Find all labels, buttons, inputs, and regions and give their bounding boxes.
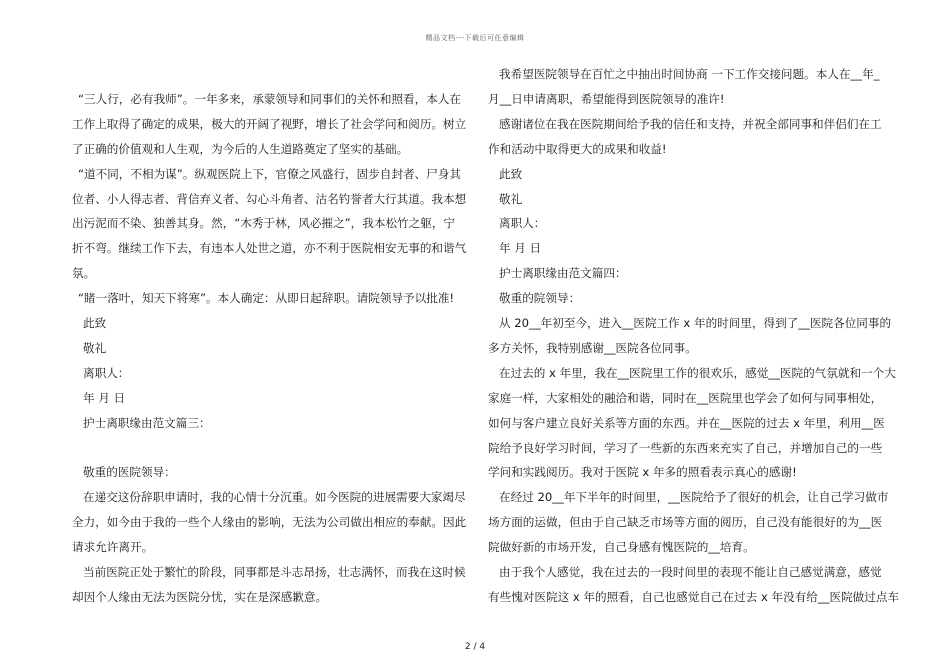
paragraph-line: 由于我个人感觉，我在过去的一段时间里的表现不能让自己感觉满意，感觉 bbox=[499, 565, 882, 579]
paragraph-line: 有些愧对医院这 x 年的照看，自己也感觉自己在过去 x 年没有给__医院做过点车 bbox=[488, 590, 900, 604]
page-number: 2 / 4 bbox=[464, 642, 486, 652]
paragraph-line: 全力，如今由于我的一些个人缘由的影响，无法为公司做出相应的奉献。因此 bbox=[72, 515, 467, 529]
paragraph-line: 感谢诸位在我在医院期间给予我的信任和支持，并祝全部同事和伴侣们在工 bbox=[499, 117, 882, 131]
section-heading: 护士离职缘由范文篇三： bbox=[83, 416, 211, 430]
paragraph-line: 当前医院正处于繁忙的阶段，同事都是斗志昂扬，壮志满怀，而我在这时候 bbox=[83, 565, 466, 579]
salutation-line: 敬重的医院领导： bbox=[83, 465, 176, 479]
paragraph-line: 了正确的价值观和人生观，为今后的人生道路奠定了坚实的基础。 bbox=[72, 142, 409, 156]
paragraph-line: 家庭一样，大家相处的融洽和谐，同时在__医院里也学会了如何与同事相处， bbox=[488, 391, 883, 405]
paragraph-line: “道不同，不相为谋”。纵观医院上下，官僚之风盛行，固步自封者、尸身其 bbox=[78, 167, 462, 181]
date-line: 年 月 日 bbox=[499, 241, 542, 255]
paragraph-line: 院做好新的市场开发，自己身感有愧医院的__培育。 bbox=[488, 540, 755, 554]
paragraph-line: 在过去的 x 年里，我在__医院里工作的很欢乐，感觉__医院的气氛就和一个大 bbox=[499, 366, 896, 380]
paragraph-line: “三人行，必有我师”。一年多来，承蒙领导和同事们的关怀和照看，本人在 bbox=[78, 92, 462, 106]
signature-line: 离职人： bbox=[83, 366, 130, 380]
paragraph-line: 请求允许离开。 bbox=[72, 540, 154, 554]
paragraph-line: 折不弯。继续工作下去，有违本人处世之道，亦不利于医院相安无事的和谐气 bbox=[72, 241, 467, 255]
paragraph-line: 场方面的运做，但由于自己缺乏市场等方面的阅历，自己没有能很好的为__医 bbox=[488, 515, 883, 529]
closing-line: 敬礼 bbox=[83, 341, 107, 355]
paragraph-line: “睹一落叶，知天下将寒”。本人确定：从即日起辞职。请院领导予以批准! bbox=[78, 291, 455, 305]
paragraph-line: 却因个人缘由无法为医院分忧，实在是深感歉意。 bbox=[72, 590, 328, 604]
paragraph-line: 月__日申请离职，希望能得到医院领导的准许! bbox=[488, 92, 725, 106]
paragraph-line: 在递交这份辞职申请时，我的心情十分沉重。如今医院的进展需要大家竭尽 bbox=[83, 490, 466, 504]
paragraph-line: 出污泥而不染、独善其身。然，“木秀于林，风必摧之”，我本松竹之躯，宁 bbox=[72, 216, 456, 230]
section-heading: 护士离职缘由范文篇四： bbox=[499, 266, 627, 280]
paragraph-line: 在经过 20__年下半年的时间里，__医院给予了很好的机会，让自己学习做市 bbox=[499, 490, 889, 504]
page-header: 精品文档---下载后可任意编辑 bbox=[425, 34, 525, 42]
salutation-line: 敬重的院领导： bbox=[499, 291, 581, 305]
paragraph-line: 从 20__年初至今，进入__医院工作 x 年的时间里，得到了__医院各位同事的 bbox=[499, 316, 892, 330]
closing-line: 敬礼 bbox=[499, 192, 523, 206]
signature-line: 离职人： bbox=[499, 216, 546, 230]
paragraph-line: 位者、小人得志者、背信弃义者、勾心斗角者、沽名钓誉者大行其道。我本想 bbox=[72, 192, 467, 206]
paragraph-line: 多方关怀，我特别感谢__医院各位同事。 bbox=[488, 341, 697, 355]
date-line: 年 月 日 bbox=[83, 391, 126, 405]
closing-line: 此致 bbox=[499, 167, 523, 181]
closing-line: 此致 bbox=[83, 316, 107, 330]
paragraph-line: 氛。 bbox=[72, 266, 96, 280]
paragraph-line: 如何与客户建立良好关系等方面的东西。并在__医院的过去 x 年里，利用__医 bbox=[488, 416, 885, 430]
paragraph-line: 我希望医院领导在百忙之中抽出时间协商 一下工作交接问题。本人在__年_ bbox=[499, 67, 880, 81]
paragraph-line: 作和活动中取得更大的成果和收益! bbox=[488, 142, 667, 156]
paragraph-line: 院给予良好学习时间，学习了一些新的东西来充实了自己，并增加自己的一些 bbox=[488, 441, 883, 455]
paragraph-line: 学问和实践阅历。我对于医院 x 年多的照看表示真心的感谢! bbox=[488, 465, 797, 479]
paragraph-line: 工作上取得了确定的成果，极大的开阔了视野，增长了社会学问和阅历。树立 bbox=[72, 117, 467, 131]
